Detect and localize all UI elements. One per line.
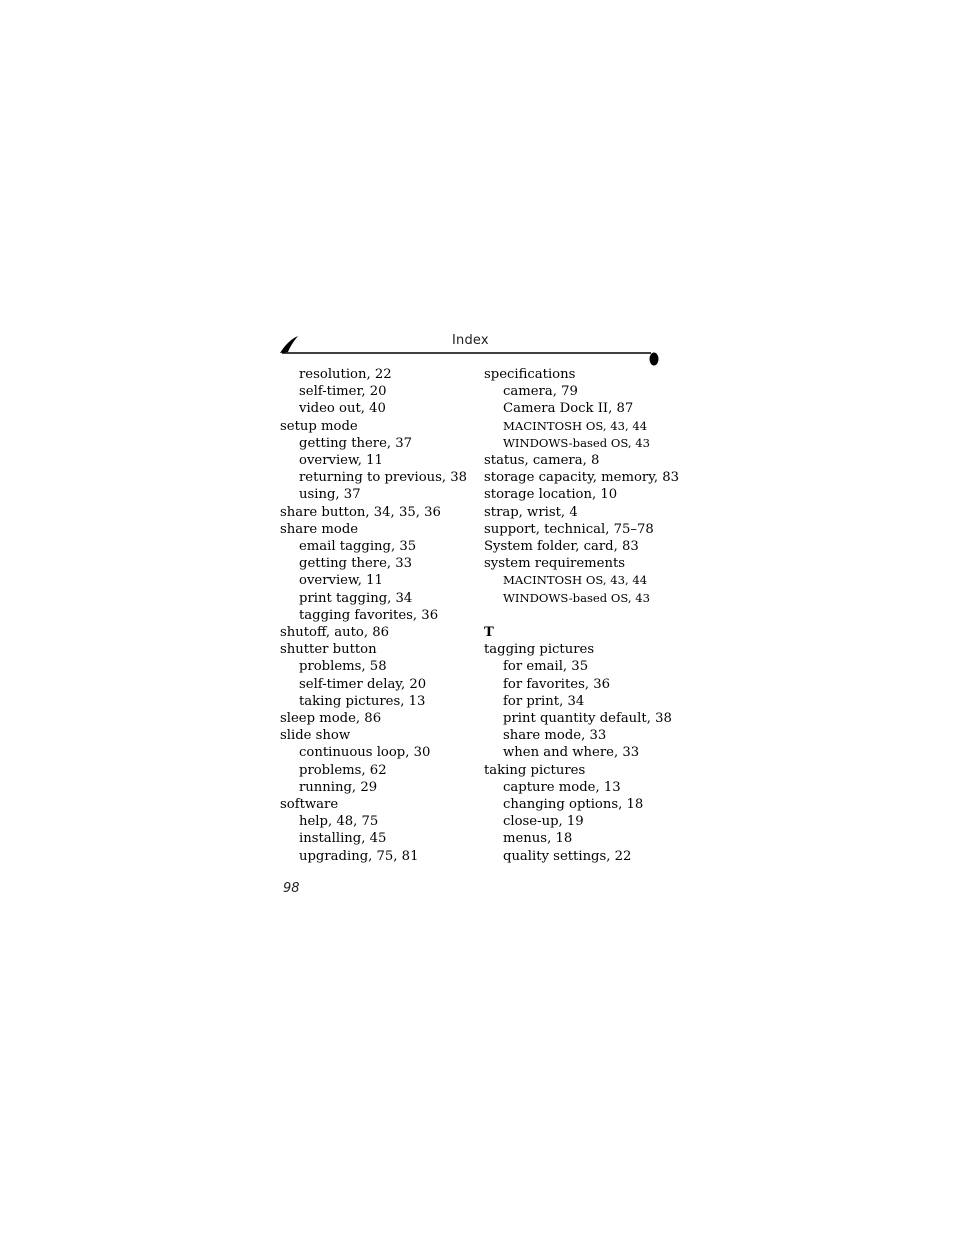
index-subentry: for print, 34 <box>503 693 585 709</box>
index-entry: system requirements <box>484 556 626 572</box>
index-subentry: WINDOWS-based OS, 43 <box>503 435 651 450</box>
index-subentry: problems, 62 <box>299 762 387 778</box>
index-subentry: returning to previous, 38 <box>299 470 468 486</box>
index-entry: status, camera, 8 <box>484 453 600 469</box>
right-dot-ornament <box>650 353 659 366</box>
left-swoosh-ornament <box>280 336 298 353</box>
index-entry: storage capacity, memory, 83 <box>484 470 680 486</box>
index-subentry: upgrading, 75, 81 <box>299 848 419 864</box>
page-number: 98 <box>283 881 300 896</box>
index-entry: setup mode <box>280 418 358 434</box>
index-subentry: share mode, 33 <box>503 728 607 744</box>
index-subentry: self-timer, 20 <box>299 384 387 400</box>
index-entry: share mode <box>280 521 359 537</box>
index-column-left <box>280 366 470 865</box>
index-subentry: resolution, 22 <box>299 367 392 382</box>
index-subentry: problems, 58 <box>299 659 387 675</box>
index-entry: taking pictures <box>484 762 586 778</box>
index-subentry: email tagging, 35 <box>299 539 417 555</box>
index-entry: sleep mode, 86 <box>280 711 382 727</box>
index-column-right <box>484 366 680 865</box>
index-subentry: camera, 79 <box>503 384 578 400</box>
index-entry: slide show <box>280 728 351 744</box>
header-rule <box>279 335 661 367</box>
index-subentry: self-timer delay, 20 <box>299 676 427 692</box>
running-header-title: Index <box>452 333 489 348</box>
index-entry: software <box>280 797 339 813</box>
index-entry: shutter button <box>280 642 377 658</box>
index-subentry: overview, 11 <box>299 453 383 469</box>
index-subentry: for email, 35 <box>503 659 589 675</box>
index-subentry: print quantity default, 38 <box>503 711 672 727</box>
index-entry: System folder, card, 83 <box>484 539 639 555</box>
index-entry: shutoff, auto, 86 <box>280 625 390 641</box>
index-subentry: menus, 18 <box>503 831 573 847</box>
index-entry: share button, 34, 35, 36 <box>280 504 441 520</box>
index-subentry: MACINTOSH OS, 43, 44 <box>503 573 648 588</box>
index-subentry: quality settings, 22 <box>503 848 632 864</box>
index-subentry: when and where, 33 <box>503 745 640 761</box>
index-subentry: using, 37 <box>299 487 361 503</box>
index-entry: specifications <box>484 367 576 382</box>
index-subentry: installing, 45 <box>299 831 387 847</box>
index-subentry: Camera Dock II, 87 <box>503 401 634 417</box>
index-subentry: print tagging, 34 <box>299 590 413 606</box>
index-subentry: running, 29 <box>299 779 378 795</box>
index-subentry: overview, 11 <box>299 573 383 589</box>
index-entry: strap, wrist, 4 <box>484 504 578 520</box>
index-subentry: for favorites, 36 <box>503 676 611 692</box>
index-subentry: help, 48, 75 <box>299 814 379 830</box>
index-subentry: getting there, 37 <box>299 435 413 451</box>
index-subentry: getting there, 33 <box>299 556 413 572</box>
index-subentry: changing options, 18 <box>503 797 644 813</box>
index-subentry: tagging favorites, 36 <box>299 607 439 623</box>
index-subentry: taking pictures, 13 <box>299 693 426 709</box>
index-subentry: video out, 40 <box>299 401 386 417</box>
index-subentry: capture mode, 13 <box>503 779 621 795</box>
index-subentry: continuous loop, 30 <box>299 745 431 761</box>
index-entry: tagging pictures <box>484 642 595 658</box>
section-spacer <box>484 607 674 624</box>
index-subentry: MACINTOSH OS, 43, 44 <box>503 418 648 433</box>
index-entry: support, technical, 75–78 <box>484 521 654 537</box>
index-letter-heading: T <box>484 625 494 641</box>
index-subentry: close-up, 19 <box>503 814 584 830</box>
index-entry: storage location, 10 <box>484 487 618 503</box>
index-subentry: WINDOWS-based OS, 43 <box>503 590 651 605</box>
